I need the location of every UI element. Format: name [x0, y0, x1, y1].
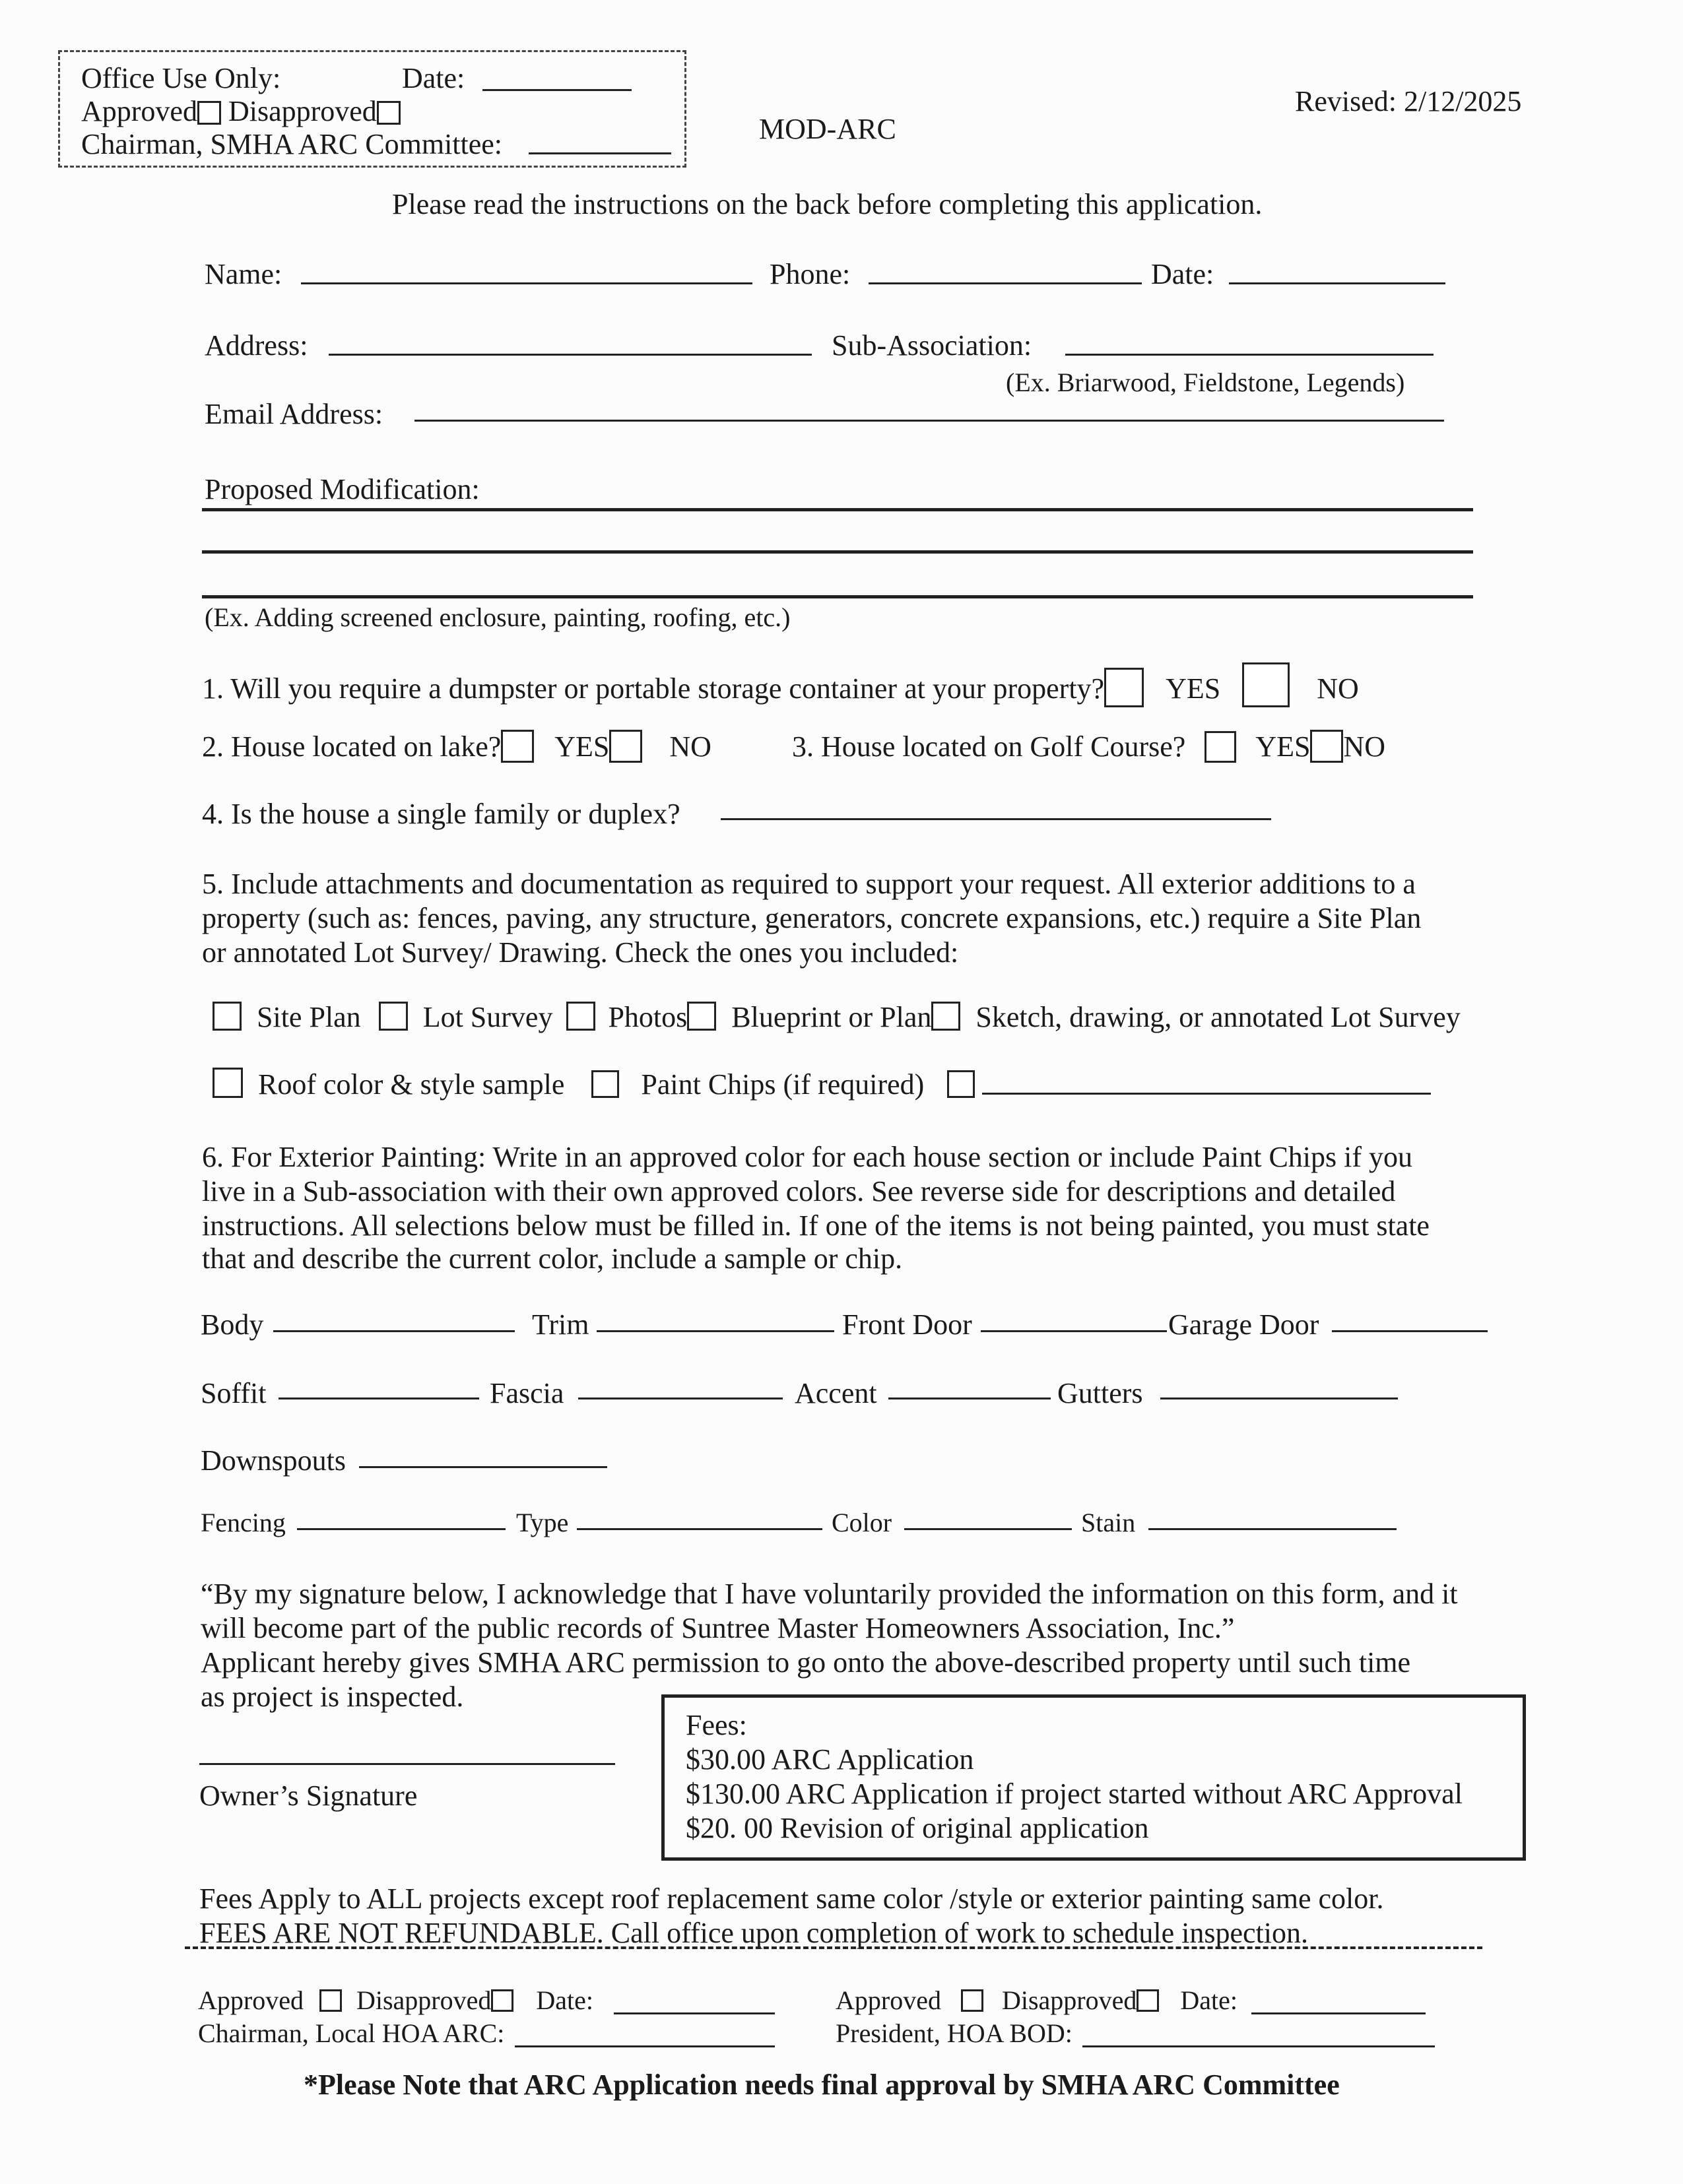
sub-association-field[interactable]: [1065, 354, 1434, 356]
address-label: Address:: [205, 329, 308, 362]
office-chairman-field[interactable]: [529, 152, 671, 154]
modification-line-2[interactable]: [202, 550, 1473, 554]
local-chairman-label: Chairman, Local HOA ARC:: [198, 2018, 505, 2048]
local-disapproved-label: Disapproved: [356, 1985, 492, 2015]
phone-label: Phone:: [770, 258, 851, 290]
front-door-field[interactable]: [981, 1330, 1167, 1332]
stain-label: Stain: [1081, 1508, 1136, 1537]
accent-field[interactable]: [888, 1397, 1051, 1399]
fees-title: Fees:: [686, 1709, 747, 1741]
modification-line-1[interactable]: [202, 508, 1473, 511]
trim-label: Trim: [532, 1308, 589, 1341]
president-approved-checkbox[interactable]: [961, 1989, 983, 2012]
question-6-line-1: 6. For Exterior Painting: Write in an approved color for each house section or include Paint Chips if you: [202, 1141, 1413, 1173]
name-label: Name:: [205, 258, 282, 290]
other-attachment-field[interactable]: [982, 1093, 1431, 1095]
question-2: [202, 730, 711, 763]
acknowledgement-line-2: will become part of the public records of Suntree Master Homeowners Association, Inc.”: [201, 1612, 1235, 1644]
q2-no-checkbox[interactable]: [609, 730, 642, 763]
downspouts-label: Downspouts: [201, 1444, 346, 1477]
q1-no-checkbox[interactable]: [1242, 662, 1290, 707]
color-field[interactable]: [904, 1528, 1072, 1530]
phone-field[interactable]: [869, 282, 1142, 284]
roof-sample-label: Roof color & style sample: [258, 1068, 565, 1101]
question-5-line-1: 5. Include attachments and documentation as required to support your request. All exterior additions to a: [202, 868, 1416, 900]
type-field[interactable]: [577, 1528, 822, 1530]
local-date-field[interactable]: [614, 2012, 775, 2014]
garage-door-label: Garage Door: [1168, 1308, 1319, 1341]
local-approved-label: Approved: [198, 1985, 304, 2015]
fees-note-line-1: Fees Apply to ALL projects except roof replacement same color /style or exterior painting same color.: [199, 1882, 1384, 1915]
attachments-row-1: [213, 1000, 1461, 1034]
fencing-field[interactable]: [297, 1528, 506, 1530]
blueprint-label: Blueprint or Plan: [731, 1001, 932, 1033]
gutters-field[interactable]: [1160, 1397, 1398, 1399]
local-approved-checkbox[interactable]: [319, 1989, 342, 2012]
email-label: Email Address:: [205, 398, 383, 430]
sub-association-example: (Ex. Briarwood, Fieldstone, Legends): [1006, 368, 1405, 397]
fee-line-2: $130.00 ARC Application if project started without ARC Approval: [686, 1778, 1463, 1810]
name-field[interactable]: [301, 282, 752, 284]
cut-line-divider: [185, 1946, 1482, 1949]
president-date-field[interactable]: [1251, 2012, 1426, 2014]
final-approval-note: *Please Note that ARC Application needs final approval by SMHA ARC Committee: [304, 2069, 1340, 2101]
q2-no-label: NO: [669, 730, 711, 763]
local-date-label: Date:: [536, 1985, 593, 2015]
question-5-line-2: property (such as: fences, paving, any structure, generators, concrete expansions, etc.) require a Site Plan: [202, 902, 1422, 934]
office-disapproved-checkbox[interactable]: [377, 101, 401, 125]
office-chairman-label: Chairman, SMHA ARC Committee:: [81, 128, 503, 160]
office-date-label: Date:: [402, 62, 465, 94]
soffit-label: Soffit: [201, 1377, 267, 1409]
acknowledgement-line-4: as project is inspected.: [201, 1681, 464, 1713]
q3-yes-label: YES: [1255, 730, 1311, 763]
president-disapproved-checkbox[interactable]: [1137, 1989, 1159, 2012]
owner-signature-label: Owner’s Signature: [199, 1780, 418, 1812]
color-label: Color: [832, 1508, 892, 1537]
question-5-line-3: or annotated Lot Survey/ Drawing. Check the ones you included:: [202, 936, 959, 969]
form-title: MOD-ARC: [759, 113, 896, 145]
office-date-field[interactable]: [482, 89, 632, 91]
office-approved-label: Approved: [81, 95, 197, 127]
body-label: Body: [201, 1308, 264, 1341]
office-use-label: Office Use Only:: [81, 62, 281, 94]
president-date-label: Date:: [1180, 1985, 1238, 2015]
q1-yes-label: YES: [1166, 672, 1221, 705]
local-chairman-field[interactable]: [515, 2045, 775, 2047]
site-plan-label: Site Plan: [257, 1001, 361, 1033]
question-3: [792, 730, 1385, 763]
attachments-row-2: [213, 1068, 975, 1101]
gutters-label: Gutters: [1057, 1377, 1143, 1409]
accent-label: Accent: [795, 1377, 877, 1409]
date-field[interactable]: [1229, 282, 1445, 284]
photos-label: Photos: [608, 1001, 688, 1033]
q3-no-checkbox[interactable]: [1310, 730, 1343, 763]
address-field[interactable]: [329, 354, 812, 356]
lot-survey-checkbox[interactable]: [379, 1002, 408, 1031]
office-use-box: [58, 50, 686, 168]
modification-line-3[interactable]: [202, 595, 1473, 598]
lot-survey-label: Lot Survey: [422, 1001, 553, 1033]
president-field[interactable]: [1082, 2045, 1435, 2047]
question-1: [202, 662, 1359, 707]
question-6-line-4: that and describe the current color, include a sample or chip.: [202, 1242, 903, 1275]
roof-sample-checkbox[interactable]: [213, 1068, 243, 1098]
q2-yes-label: YES: [554, 730, 610, 763]
photos-checkbox[interactable]: [566, 1002, 595, 1031]
fee-line-1: $30.00 ARC Application: [686, 1743, 974, 1776]
dwelling-type-field[interactable]: [721, 818, 1271, 820]
question-6-line-2: live in a Sub-association with their own approved colors. See reverse side for descriptions and detailed: [202, 1175, 1396, 1207]
owner-signature-field[interactable]: [199, 1763, 615, 1765]
office-disapproved-label: Disapproved: [228, 95, 377, 127]
fascia-label: Fascia: [490, 1377, 564, 1409]
sub-association-label: Sub-Association:: [832, 329, 1032, 362]
soffit-field[interactable]: [279, 1397, 479, 1399]
question-1-text: 1. Will you require a dumpster or portable storage container at your property?: [202, 672, 1105, 705]
downspouts-field[interactable]: [359, 1466, 607, 1468]
other-attachment-checkbox[interactable]: [947, 1070, 975, 1098]
fencing-label: Fencing: [201, 1508, 286, 1537]
q2-yes-checkbox[interactable]: [501, 730, 534, 763]
paint-chips-label: Paint Chips (if required): [641, 1068, 925, 1101]
local-disapproved-checkbox[interactable]: [491, 1989, 513, 2012]
q1-no-label: NO: [1317, 672, 1359, 705]
front-door-label: Front Door: [842, 1308, 972, 1341]
type-label: Type: [516, 1508, 569, 1537]
garage-door-field[interactable]: [1332, 1330, 1488, 1332]
question-2-text: 2. House located on lake?: [202, 730, 502, 763]
local-approval-row: [198, 1985, 593, 2016]
email-field[interactable]: [414, 420, 1444, 422]
question-3-text: 3. House located on Golf Course?: [792, 730, 1186, 763]
office-approved-checkbox[interactable]: [197, 101, 221, 125]
sketch-checkbox[interactable]: [931, 1002, 960, 1031]
body-field[interactable]: [273, 1330, 515, 1332]
question-6-line-3: instructions. All selections below must be filled in. If one of the items is not being painted, you must state: [202, 1209, 1430, 1242]
president-approval-row: [836, 1985, 1238, 2016]
acknowledgement-line-1: “By my signature below, I acknowledge that I have voluntarily provided the information on this form, and it: [201, 1578, 1458, 1610]
fees-box: [661, 1694, 1526, 1861]
fees-note-line-2: FEES ARE NOT REFUNDABLE. Call office upon completion of work to schedule inspection.: [199, 1917, 1308, 1949]
blueprint-checkbox[interactable]: [687, 1002, 716, 1031]
president-label: President, HOA BOD:: [836, 2018, 1072, 2048]
acknowledgement-line-3: Applicant hereby gives SMHA ARC permission to go onto the above-described property until such time: [201, 1646, 1411, 1679]
date-label: Date:: [1151, 258, 1214, 290]
modification-example: (Ex. Adding screened enclosure, painting, roofing, etc.): [205, 602, 791, 632]
site-plan-checkbox[interactable]: [213, 1002, 242, 1031]
q3-no-label: NO: [1343, 730, 1385, 763]
q1-yes-checkbox[interactable]: [1104, 668, 1144, 707]
president-approved-label: Approved: [836, 1985, 941, 2015]
instructions-text: Please read the instructions on the back before completing this application.: [392, 188, 1263, 220]
q3-yes-checkbox[interactable]: [1204, 731, 1236, 763]
proposed-modification-label: Proposed Modification:: [205, 473, 480, 505]
stain-field[interactable]: [1148, 1528, 1397, 1530]
fascia-field[interactable]: [578, 1397, 783, 1399]
trim-field[interactable]: [597, 1330, 834, 1332]
president-disapproved-label: Disapproved: [1001, 1985, 1137, 2015]
question-4-text: 4. Is the house a single family or duplex?: [202, 798, 680, 830]
sketch-label: Sketch, drawing, or annotated Lot Survey: [975, 1001, 1461, 1033]
paint-chips-checkbox[interactable]: [591, 1070, 619, 1098]
fee-line-3: $20. 00 Revision of original application: [686, 1812, 1149, 1844]
revised-date: Revised: 2/12/2025: [1295, 85, 1522, 117]
